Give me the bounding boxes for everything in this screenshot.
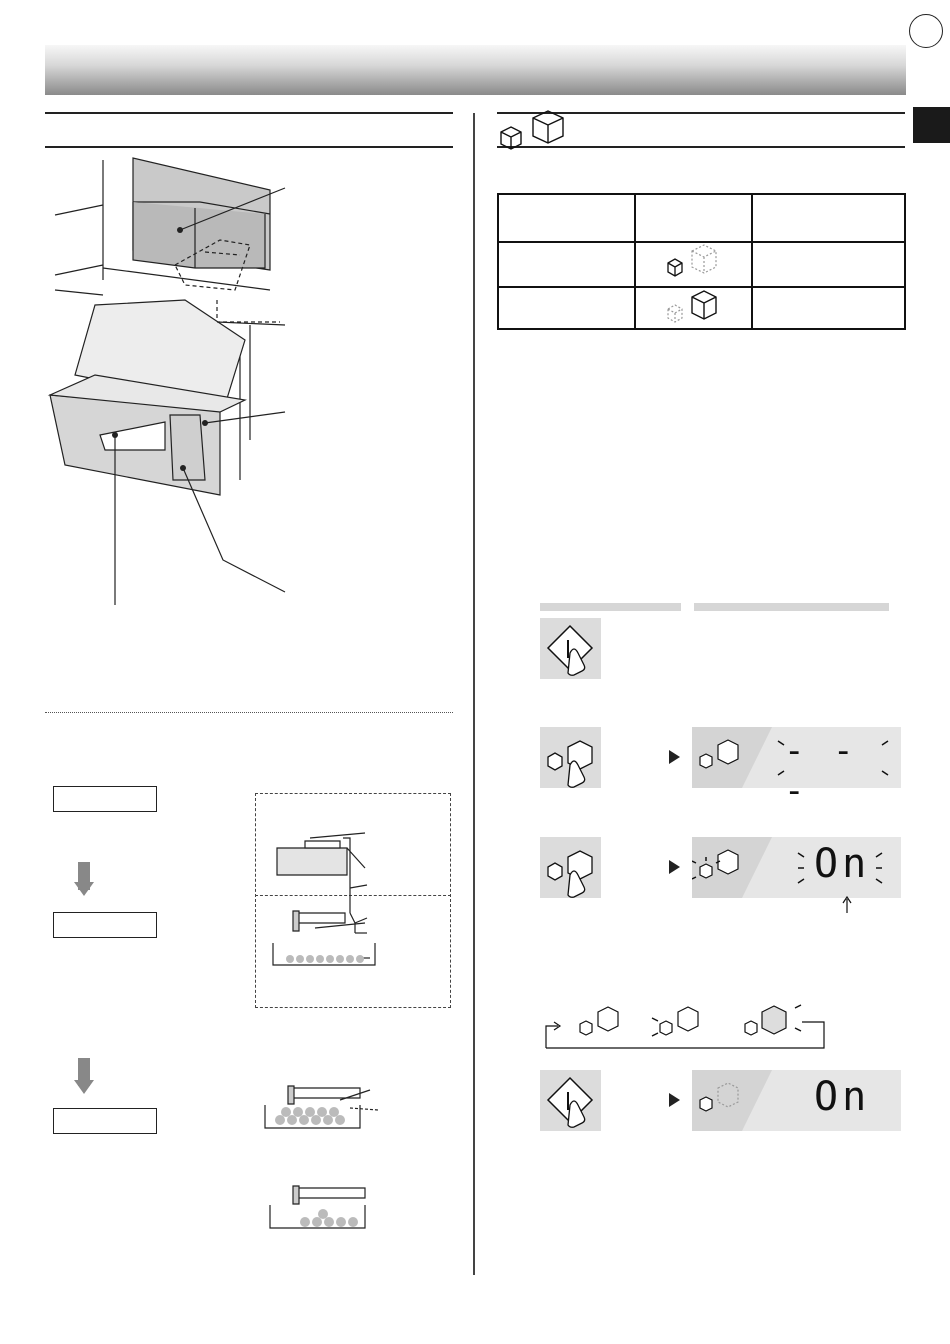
- ice-bin-partial-diagram: [265, 1180, 395, 1232]
- ice-mode-cycle-diagram: [540, 1000, 830, 1052]
- arrow-right-icon: [669, 860, 680, 874]
- lock-button-panel[interactable]: [540, 618, 601, 679]
- left-title-rule-bottom: [45, 146, 453, 148]
- small-ice-cube-icon: [664, 243, 724, 279]
- flow-box-3: [53, 1108, 157, 1134]
- step-column-header-1: [540, 603, 681, 611]
- display-on-label: On: [814, 841, 871, 887]
- ice-button-panel-2[interactable]: [540, 837, 601, 898]
- display-on-label: On: [814, 1074, 871, 1120]
- display-dashes: - - -: [784, 731, 858, 811]
- column-divider: [473, 113, 475, 1275]
- lock-button-icon: [540, 1070, 601, 1131]
- ice-bin-full-diagram: [260, 1080, 400, 1140]
- left-title-rule-top: [45, 112, 453, 114]
- large-ice-cube-icon: [664, 289, 724, 325]
- step-column-header-2: [694, 603, 889, 611]
- down-arrow-icon: [74, 882, 94, 898]
- section-tab: [913, 107, 950, 143]
- ice-cube-title-icon: [497, 108, 569, 152]
- ice-maker-drawer-illustration: [45, 150, 465, 610]
- flow-box-1: [53, 786, 157, 812]
- down-arrow-icon: [74, 1080, 94, 1096]
- ice-button-icon: [540, 837, 601, 898]
- water-supply-diagram: [255, 793, 451, 1008]
- lock-button-icon: [540, 618, 601, 679]
- page-header-bar: [45, 45, 906, 95]
- display-panel-2: [692, 837, 901, 898]
- ice-button-panel-1[interactable]: [540, 727, 601, 788]
- display-panel-3: [692, 1070, 901, 1131]
- display-panel-1: [692, 727, 901, 811]
- arrow-right-icon: [669, 1093, 680, 1107]
- left-section-divider: [45, 712, 453, 713]
- lock-button-panel-2[interactable]: [540, 1070, 601, 1131]
- ice-button-icon: [540, 727, 601, 788]
- language-badge: [909, 14, 943, 48]
- flow-box-2: [53, 912, 157, 938]
- pointer-arrow-icon: [840, 895, 854, 915]
- arrow-right-icon: [669, 750, 680, 764]
